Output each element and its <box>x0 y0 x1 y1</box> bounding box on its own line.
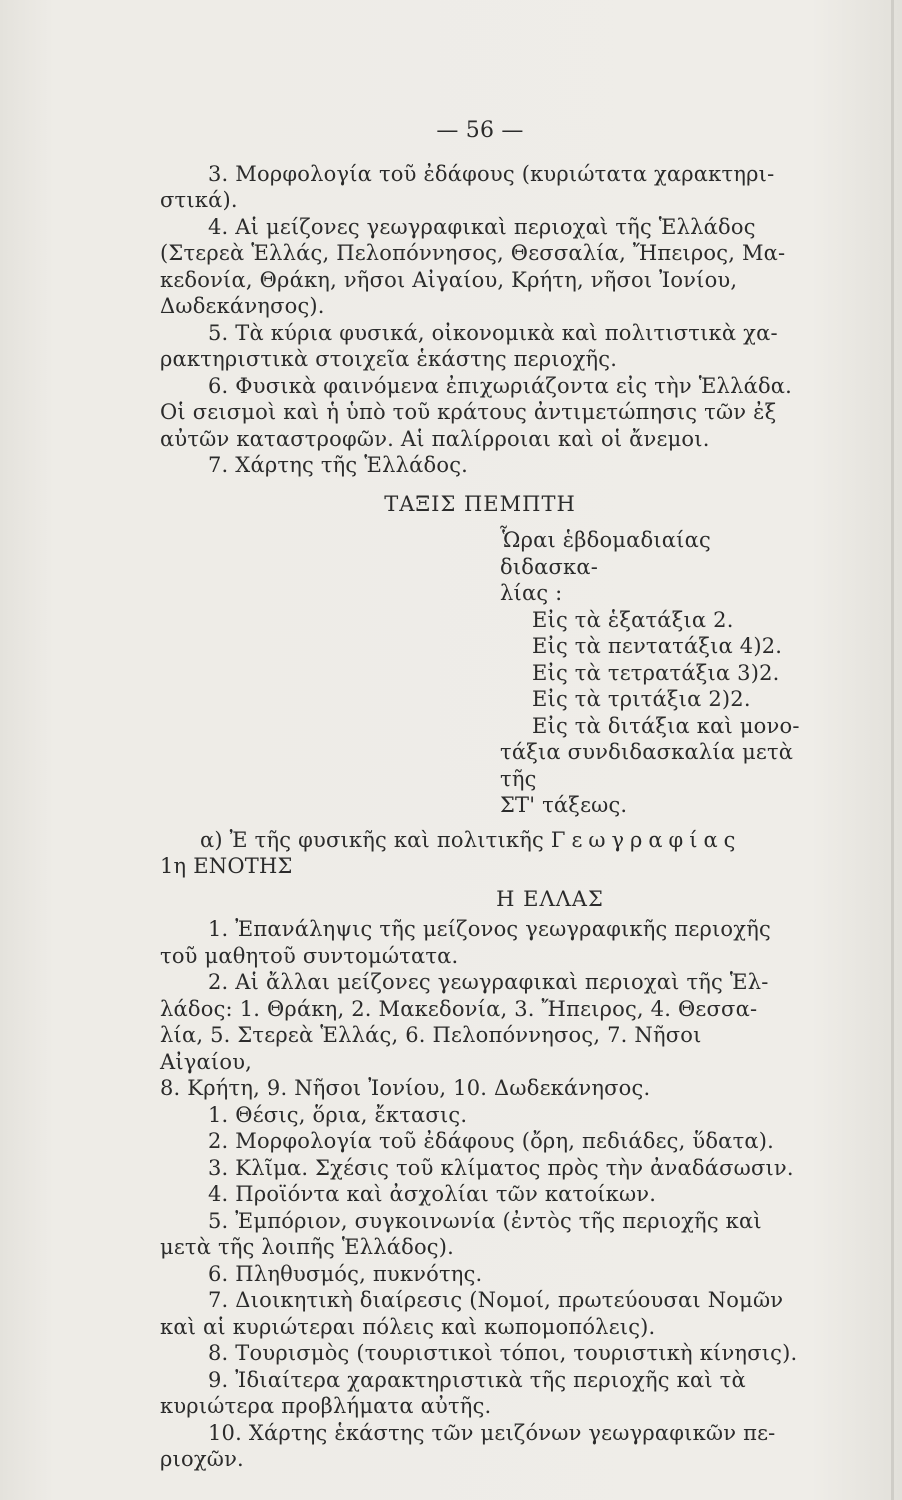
unit-item <box>160 1208 800 1261</box>
text-line: ριοχῶν. <box>160 1447 244 1471</box>
unit-item <box>160 1181 800 1208</box>
unit-item <box>160 1102 800 1129</box>
hours-line: Εἰς τὰ πεντατάξια 4)2. <box>532 634 783 658</box>
page-number: — 56 — <box>436 118 524 143</box>
text-line: καὶ αἱ κυριώτεραι πόλεις καὶ κωπομοπόλεις). <box>160 1314 656 1339</box>
hours-line: ΣΤ' τάξεως. <box>500 793 628 817</box>
intro-list <box>160 161 800 479</box>
text-line: (Στερεὰ Ἑλλάς, Πελοπόννησος, Θεσσαλία, Ἤπειρος, Μα- <box>160 241 786 265</box>
hours-line: Εἰς τὰ ἑξατάξια 2. <box>532 607 734 632</box>
text-line: ρακτηριστικὰ στοιχεῖα ἑκάστης περιοχῆς. <box>160 347 618 371</box>
unit-list <box>160 916 800 1473</box>
text-line: 1. Ἐπανάληψις τῆς μείζονος γεωγραφικῆς περιοχῆς <box>208 917 771 941</box>
unit-item <box>160 1287 800 1340</box>
text-line: 2. Μορφολογία τοῦ ἐδάφους (ὄρη, πεδιάδες, ὕδατα). <box>208 1129 775 1153</box>
text-line: στικά). <box>160 188 238 212</box>
text-line: 1. Θέσις, ὅρια, ἔκτασις. <box>208 1102 468 1127</box>
text-line: λία, 5. Στερεὰ Ἑλλάς, 6. Πελοπόννησος, 7. Νῆσοι Αἰγαίου, <box>160 1023 702 1074</box>
intro-item-7 <box>160 452 800 479</box>
text-line: λάδος: 1. Θράκη, 2. Μακεδονία, 3. Ἤπειρος, 4. Θεσσα- <box>160 996 758 1021</box>
text-line: 6. Πληθυσμός, πυκνότης. <box>208 1261 483 1286</box>
hours-line: τάξια συνδιδασκαλία μετὰ τῆς <box>500 740 794 791</box>
text-line: 9. Ἰδιαίτερα χαρακτηριστικὰ τῆς περιοχῆς καὶ τὰ <box>208 1367 746 1392</box>
intro-item-3 <box>160 161 800 214</box>
text-line: κυριώτερα προβλήματα αὐτῆς. <box>160 1394 492 1418</box>
text-line: αὐτῶν καταστροφῶν. Αἱ παλίρροιαι καὶ οἱ ἄνεμοι. <box>160 426 710 451</box>
hours-line: λίας : <box>500 581 563 605</box>
text-line: κεδονία, Θράκη, νῆσοι Αἰγαίου, Κρήτη, νῆσοι Ἰονίου, <box>160 267 738 292</box>
text-line: 3. Κλῖμα. Σχέσις τοῦ κλίματος πρὸς τὴν ἀναδάσωσιν. <box>208 1155 794 1180</box>
text-line: 3. Μορφολογία τοῦ ἐδάφους (κυριώτατα χαρακτηρι- <box>208 161 775 186</box>
unit-item <box>160 1155 800 1182</box>
text-line: Οἱ σεισμοὶ καὶ ἡ ὑπὸ τοῦ κράτους ἀντιμετώπησις τῶν ἐξ <box>160 400 777 424</box>
unit-item <box>160 916 800 969</box>
text-line: τοῦ μαθητοῦ συντομώτατα. <box>160 943 459 968</box>
text-line: 5. Ἐμπόριον, συγκοινωνία (ἐντὸς τῆς περιοχῆς καὶ <box>208 1208 762 1233</box>
unit-item <box>160 1128 800 1155</box>
hours-line: Ὧραι ἑβδομαδιαίας διδασκα- <box>500 528 711 579</box>
subject-line <box>160 827 800 854</box>
text-line: 7. Χάρτης τῆς Ἑλλάδος. <box>208 453 469 477</box>
text-line: 5. Τὰ κύρια φυσικά, οἰκονομικὰ καὶ πολιτιστικὰ χα- <box>208 320 778 345</box>
unit-item <box>160 1340 800 1367</box>
unit-item <box>160 969 800 1102</box>
unit-label: 1η ΕΝΟΤΗΣ <box>160 854 293 878</box>
intro-item-4 <box>160 214 800 320</box>
unit-title: Η ΕΛΛΑΣ <box>496 886 604 911</box>
hours-line: Εἰς τὰ διτάξια καὶ μονο- <box>532 713 800 738</box>
text-line: 8. Κρήτη, 9. Νῆσοι Ἰονίου, 10. Δωδεκάνησος. <box>160 1076 651 1100</box>
intro-item-6 <box>160 373 800 453</box>
subject-prefix: α) Ἐ τῆς φυσικῆς καὶ πολιτικῆς <box>200 827 544 852</box>
unit-item <box>160 1367 800 1420</box>
text-line: 4. Προϊόντα καὶ ἀσχολίαι τῶν κατοίκων. <box>208 1182 657 1206</box>
text-line: 2. Αἱ ἄλλαι μείζονες γεωγραφικαὶ περιοχαὶ τῆς Ἑλ- <box>208 970 769 994</box>
class-heading: ΤΑΞΙΣ ΠΕΜΠΤΗ <box>384 491 576 516</box>
weekly-hours-block <box>500 527 800 819</box>
text-line: 4. Αἱ μείζονες γεωγραφικαὶ περιοχαὶ τῆς Ἑλλάδος <box>208 214 756 239</box>
hours-line: Εἰς τὰ τετρατάξια 3)2. <box>532 660 780 685</box>
page-text <box>160 118 800 1473</box>
text-line: Δωδεκάνησος). <box>160 294 325 318</box>
text-line: 8. Τουρισμὸς (τουριστικοὶ τόποι, τουριστικὴ κίνησις). <box>208 1341 798 1365</box>
text-line: 10. Χάρτης ἑκάστης τῶν μειζόνων γεωγραφικῶν πε- <box>208 1420 776 1445</box>
intro-item-5 <box>160 320 800 373</box>
unit-item <box>160 1420 800 1473</box>
hours-line: Εἰς τὰ τριτάξια 2)2. <box>532 687 751 711</box>
subject-title: Γεωγραφίας <box>550 827 742 852</box>
text-line: 6. Φυσικὰ φαινόμενα ἐπιχωριάζοντα εἰς τὴν Ἑλλάδα. <box>208 373 793 398</box>
text-line: μετὰ τῆς λοιπῆς Ἑλλάδος). <box>160 1235 455 1259</box>
page-edge <box>891 0 894 1500</box>
unit-item <box>160 1261 800 1288</box>
text-line: 7. Διοικητικὴ διαίρεσις (Νομοί, πρωτεύουσαι Νομῶν <box>208 1288 784 1312</box>
